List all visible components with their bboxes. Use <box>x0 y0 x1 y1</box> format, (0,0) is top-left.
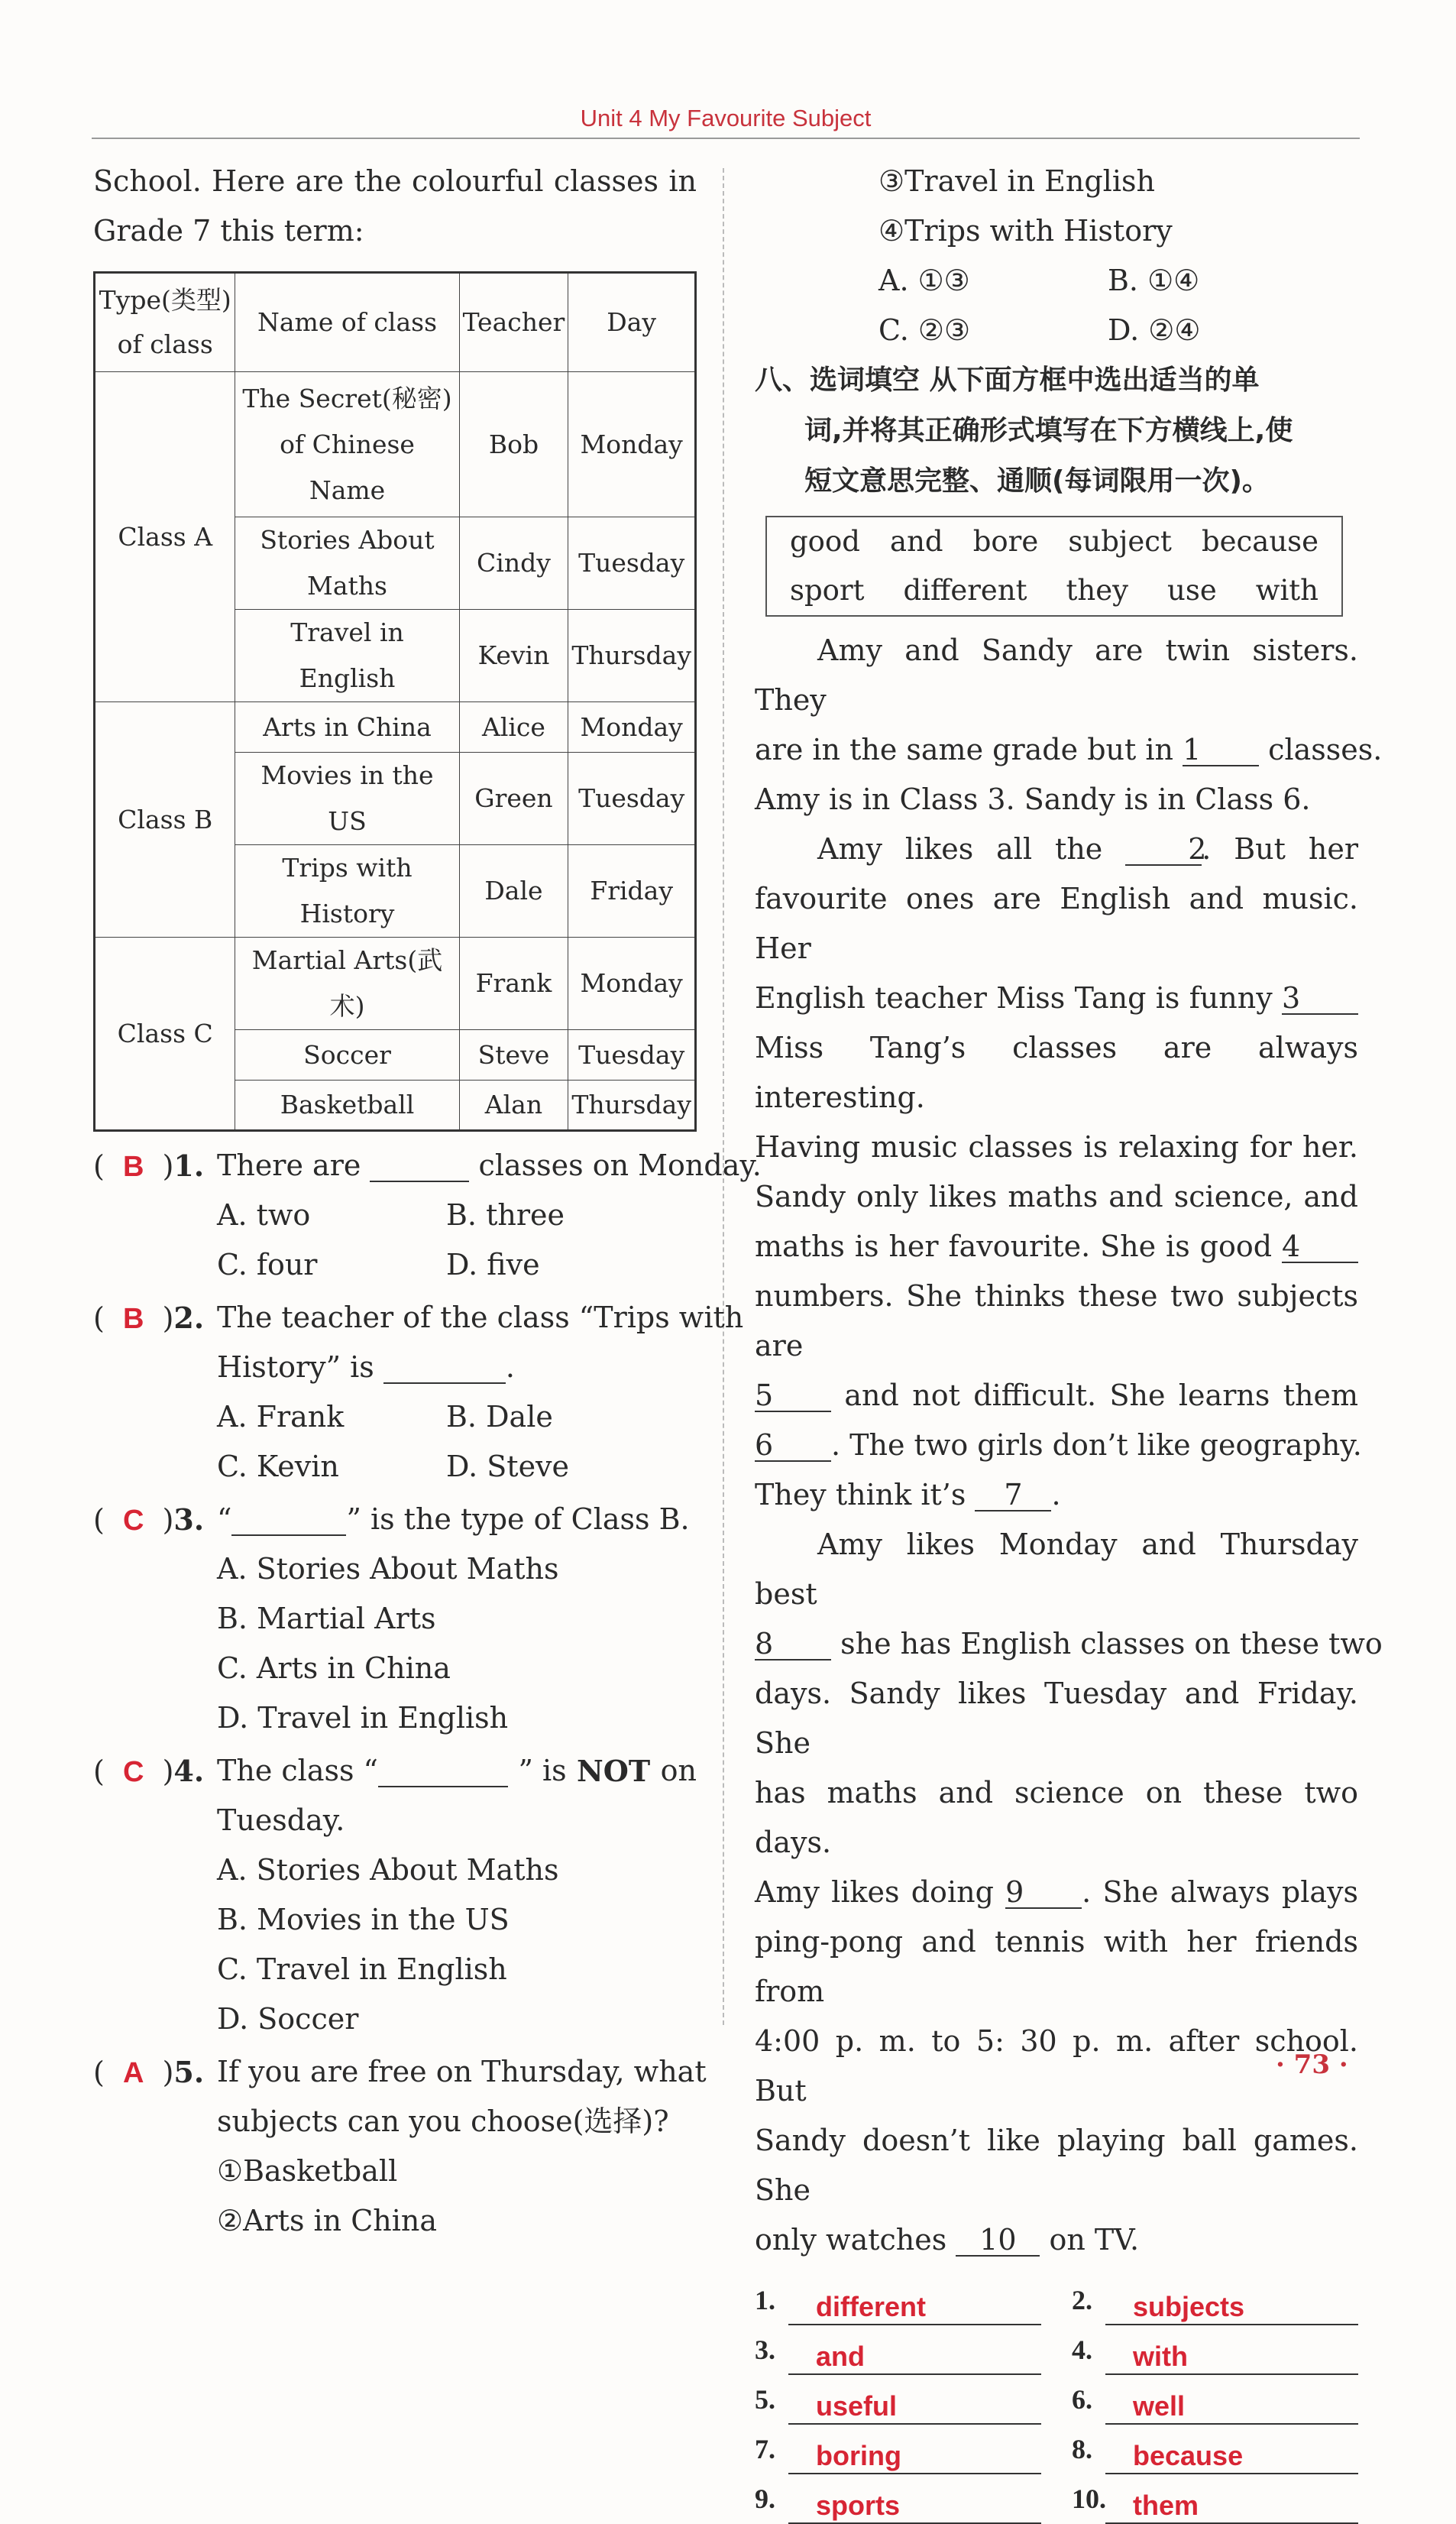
question-stem-2: Tuesday. <box>217 1803 345 1837</box>
choice-item: ②Arts in China <box>217 2204 438 2237</box>
option-d: D. Soccer <box>217 2002 359 2036</box>
options-row <box>878 306 1358 355</box>
answer-row <box>755 2425 1041 2474</box>
option-c: C. Arts in China <box>217 1651 451 1685</box>
answer-word: because <box>1105 2439 1358 2474</box>
type-cell: Class A <box>95 372 235 702</box>
stem-text <box>217 1746 508 1796</box>
stem-text-c: on <box>660 1754 697 1787</box>
blank-1: 1 <box>1183 734 1259 766</box>
answer-word: subjects <box>1105 2290 1358 2325</box>
name-cell: Arts in China <box>235 702 459 753</box>
blank-5: 5 <box>755 1380 831 1412</box>
day-cell: Monday <box>568 372 696 517</box>
table-row <box>95 938 696 1030</box>
question-stem-2: History” is . <box>217 1350 515 1384</box>
answer-blank <box>383 1352 506 1384</box>
class-schedule-table <box>93 271 697 1132</box>
passage-line: days. Sandy likes Tuesday and Friday. She <box>755 1677 1358 1760</box>
day-cell: Thursday <box>568 610 696 702</box>
passage-line <box>755 1222 1358 1272</box>
passage-text: on TV. <box>1049 2223 1140 2257</box>
answer-row <box>755 2276 1041 2325</box>
header-type: Type(类型) of class <box>95 273 235 372</box>
question-stem: If you are free on Thursday, what <box>217 2055 707 2088</box>
passage <box>755 626 1383 2265</box>
passage-line: Miss Tang’s classes are always interesting. <box>755 1031 1358 1114</box>
options-row <box>217 1392 697 1442</box>
type-cell: Class B <box>95 702 235 938</box>
options-row <box>878 256 1358 306</box>
teacher-cell: Alice <box>459 702 568 753</box>
answer-letter: B <box>122 1303 144 1335</box>
right-column <box>755 157 1383 2524</box>
passage-text: she has English classes on these two <box>840 1627 1383 1661</box>
teacher-cell: Alan <box>459 1081 568 1131</box>
question-4 <box>93 1746 697 2044</box>
word-item: different <box>903 574 1027 607</box>
name-cell: The Secret(秘密) of Chinese Name <box>235 372 459 517</box>
passage-text: are in the same grade but in <box>755 733 1173 766</box>
question-number: 1. <box>173 1149 205 1183</box>
choice-item: ③Travel in English <box>878 164 1155 198</box>
passage-line: Amy likes Monday and Thursday best <box>755 1528 1358 1611</box>
blank-9: 9 <box>1005 1877 1082 1909</box>
passage-line <box>755 725 1383 775</box>
passage-text: only watches <box>755 2223 947 2257</box>
stem-text: classes on Monday. <box>478 1149 762 1182</box>
word-row <box>790 517 1318 566</box>
teacher-cell: Steve <box>459 1030 568 1081</box>
day-cell: Friday <box>568 845 696 938</box>
blank-8: 8 <box>755 1628 831 1661</box>
passage-line <box>755 1868 1358 1917</box>
question-stem <box>217 1495 697 1544</box>
option-a: A. Stories About Maths <box>217 1853 559 1887</box>
section-8-title-3: 短文意思完整、通顺(每词限用一次)。 <box>804 465 1270 497</box>
options-row <box>217 1191 697 1240</box>
teacher-cell: Bob <box>459 372 568 517</box>
question-5 <box>93 2047 707 2246</box>
stem-text: History” is <box>217 1350 374 1384</box>
passage-line: Sandy doesn’t like playing ball games. She <box>755 2124 1358 2207</box>
option-a: A. Stories About Maths <box>217 1552 559 1586</box>
day-cell: Thursday <box>568 1081 696 1131</box>
word-item: bore <box>972 525 1039 558</box>
teacher-cell: Kevin <box>459 610 568 702</box>
day-cell: Tuesday <box>568 753 696 845</box>
day-cell: Monday <box>568 702 696 753</box>
option-d: D. Travel in English <box>217 1701 509 1735</box>
question-5-continued <box>755 157 1358 355</box>
stem-bold-not: NOT <box>577 1754 651 1788</box>
question-stem: The teacher of the class “Trips with <box>217 1301 744 1334</box>
answer-letter: B <box>122 1151 144 1183</box>
page-header <box>92 101 1360 139</box>
answer-row <box>755 2325 1041 2375</box>
passage-line: Amy is in Class 3. Sandy is in Class 6. <box>755 782 1311 816</box>
passage-text: classes. <box>1268 733 1383 766</box>
answer-number: 5. <box>755 2384 775 2415</box>
answer-row <box>755 2474 1041 2524</box>
answer-number: 10. <box>1072 2483 1106 2514</box>
answer-row <box>755 2375 1041 2425</box>
option-c: C. ②③ <box>878 313 971 347</box>
option-c: C. four <box>217 1248 318 1281</box>
blank-4: 4 <box>1282 1231 1358 1263</box>
word-box <box>765 516 1343 617</box>
answer-letter: C <box>122 1756 144 1788</box>
option-b: B. three <box>446 1198 565 1232</box>
answer-letter: C <box>122 1505 144 1537</box>
passage-line: Having music classes is relaxing for her. <box>755 1130 1358 1164</box>
blank-10: 10 <box>956 2224 1040 2257</box>
passage-line: Amy and Sandy are twin sisters. They <box>755 633 1358 717</box>
day-cell: Tuesday <box>568 1030 696 1081</box>
answer-number: 6. <box>1072 2384 1092 2415</box>
name-cell: Stories About Maths <box>235 517 459 610</box>
word-item: they <box>1066 574 1129 607</box>
passage-text: . <box>1051 1478 1061 1511</box>
option-b: B. Dale <box>446 1400 553 1434</box>
question-1 <box>93 1141 762 1290</box>
passage-line <box>755 974 1358 1023</box>
word-item: subject <box>1068 525 1172 558</box>
word-item: because <box>1201 525 1319 558</box>
answer-number: 7. <box>755 2434 775 2464</box>
unit-title: Unit 4 My Favourite Subject <box>580 105 872 131</box>
word-item: and <box>890 525 943 558</box>
word-item: good <box>790 525 860 558</box>
header-day: Day <box>568 273 696 372</box>
answer-paren: ( B )2. <box>93 1301 205 1335</box>
word-item: with <box>1255 574 1318 607</box>
answer-word: with <box>1105 2340 1358 2375</box>
word-row <box>790 566 1318 615</box>
option-a: A. Frank <box>217 1400 345 1434</box>
name-cell: Basketball <box>235 1081 459 1131</box>
question-number: 4. <box>173 1754 205 1788</box>
passage-text: maths is her favourite. She is good <box>755 1230 1273 1263</box>
answer-paren: ( B )1. <box>93 1149 205 1183</box>
answer-row <box>1072 2474 1358 2524</box>
answer-word: boring <box>788 2439 1041 2474</box>
section-8-title-2: 词,并将其正确形式填写在下方横线上,使 <box>804 415 1293 446</box>
question-number: 2. <box>173 1301 205 1335</box>
name-cell: Martial Arts(武术) <box>235 938 459 1030</box>
choice-item: ④Trips with History <box>878 214 1173 248</box>
passage-line: favourite ones are English and music. Her <box>755 882 1358 965</box>
answer-word: them <box>1105 2489 1358 2524</box>
question-2 <box>93 1293 744 1492</box>
answer-number: 2. <box>1072 2285 1092 2315</box>
stem-text-b: ” is <box>518 1754 567 1787</box>
answer-row <box>1072 2375 1358 2425</box>
word-item: sport <box>790 574 865 607</box>
question-stem-2: subjects can you choose(选择)? <box>217 2104 669 2138</box>
passage-line: ping-pong and tennis with her friends from <box>755 1925 1358 2008</box>
answer-number: 4. <box>1072 2334 1092 2365</box>
option-a: A. two <box>217 1198 311 1232</box>
passage-line <box>755 1470 1358 1520</box>
teacher-cell: Dale <box>459 845 568 938</box>
question-number: 3. <box>173 1502 205 1537</box>
options-row <box>217 1442 697 1492</box>
passage-line: has maths and science on these two days. <box>755 1776 1358 1859</box>
stem-text-a: The class “ <box>217 1754 378 1787</box>
passage-text: Amy likes doing <box>755 1875 994 1909</box>
answer-blank <box>231 1504 346 1536</box>
question-number: 5. <box>173 2055 205 2089</box>
answer-number: 9. <box>755 2483 775 2514</box>
option-b: B. Movies in the US <box>217 1903 510 1936</box>
teacher-cell: Green <box>459 753 568 845</box>
answer-number: 8. <box>1072 2434 1092 2464</box>
answer-row <box>1072 2325 1358 2375</box>
word-item: use <box>1167 574 1217 607</box>
answer-row <box>1072 2276 1358 2325</box>
name-cell: Soccer <box>235 1030 459 1081</box>
answer-word: sports <box>788 2489 1041 2524</box>
question-stem <box>217 1141 762 1191</box>
answer-letter: A <box>122 2057 144 2089</box>
passage-text: and not difficult. She learns them <box>844 1379 1358 1412</box>
option-b: B. Martial Arts <box>217 1602 436 1635</box>
day-cell: Tuesday <box>568 517 696 610</box>
answer-blank <box>378 1755 508 1787</box>
blank-3: 3 <box>1282 983 1358 1015</box>
answer-word: useful <box>788 2390 1041 2425</box>
stem-text: ” is the type of Class B. <box>346 1502 690 1536</box>
passage-text: . But her <box>1202 832 1358 866</box>
passage-line <box>755 1619 1383 1669</box>
header-name: Name of class <box>235 273 459 372</box>
passage-text: They think it’s <box>755 1478 966 1511</box>
passage-line <box>755 1421 1362 1470</box>
name-cell: Movies in the US <box>235 753 459 845</box>
answer-row <box>1072 2425 1358 2474</box>
intro-line-2: Grade 7 this term: <box>93 214 364 248</box>
section-8-title: 八、选词填空 从下面方框中选出适当的单 <box>755 365 1260 396</box>
passage-line: 4:00 p. m. to 5: 30 p. m. after school. But <box>755 2024 1358 2108</box>
passage-text: English teacher Miss Tang is funny <box>755 981 1273 1015</box>
option-a: A. ①③ <box>878 264 970 297</box>
table-row <box>95 702 696 753</box>
intro-line-1: School. Here are the colourful classes in <box>93 164 697 198</box>
passage-text: . She always plays <box>1082 1875 1358 1909</box>
type-cell: Class C <box>95 938 235 1131</box>
question-3 <box>93 1495 697 1743</box>
header-teacher: Teacher <box>459 273 568 372</box>
left-column <box>93 157 762 2246</box>
options-row <box>217 1240 697 1290</box>
blank-6: 6 <box>755 1430 831 1462</box>
passage-text: . The two girls don’t like geography. <box>831 1428 1362 1462</box>
blank-2: 2 <box>1125 834 1202 866</box>
answer-paren: ( C )3. <box>93 1502 205 1537</box>
passage-line <box>755 1371 1358 1421</box>
name-cell: Trips with History <box>235 845 459 938</box>
choice-item: ①Basketball <box>217 2154 398 2188</box>
stem-text: There are <box>217 1149 361 1182</box>
page-number: · 73 · <box>1276 2049 1348 2080</box>
blank-7: 7 <box>975 1479 1051 1511</box>
name-cell: Travel in English <box>235 610 459 702</box>
answer-paren: ( A )5. <box>93 2055 205 2089</box>
option-b: B. ①④ <box>1108 264 1200 297</box>
teacher-cell: Frank <box>459 938 568 1030</box>
answer-grid <box>755 2276 1358 2524</box>
day-cell: Monday <box>568 938 696 1030</box>
answer-number: 3. <box>755 2334 775 2365</box>
answer-word: and <box>788 2340 1041 2375</box>
question-stem <box>217 1746 697 1796</box>
passage-text: Amy likes all the <box>817 832 1103 866</box>
option-c: C. Kevin <box>217 1450 339 1483</box>
answer-paren: ( C )4. <box>93 1754 205 1788</box>
stem-text: “ <box>217 1502 232 1536</box>
passage-line: numbers. She thinks these two subjects are <box>755 1279 1358 1362</box>
option-d: D. Steve <box>446 1450 570 1483</box>
option-d: D. five <box>446 1248 540 1281</box>
answer-number: 1. <box>755 2285 775 2315</box>
answer-word: well <box>1105 2390 1358 2425</box>
table-row <box>95 372 696 517</box>
passage-line: Sandy only likes maths and science, and <box>755 1180 1358 1213</box>
passage-line <box>755 825 1358 874</box>
table-header-row <box>95 273 696 372</box>
answer-word: different <box>788 2290 1041 2325</box>
option-c: C. Travel in English <box>217 1952 507 1986</box>
teacher-cell: Cindy <box>459 517 568 610</box>
passage-line <box>755 2215 1358 2265</box>
answer-blank <box>370 1150 469 1182</box>
option-d: D. ②④ <box>1108 313 1201 347</box>
column-divider <box>723 168 724 2025</box>
